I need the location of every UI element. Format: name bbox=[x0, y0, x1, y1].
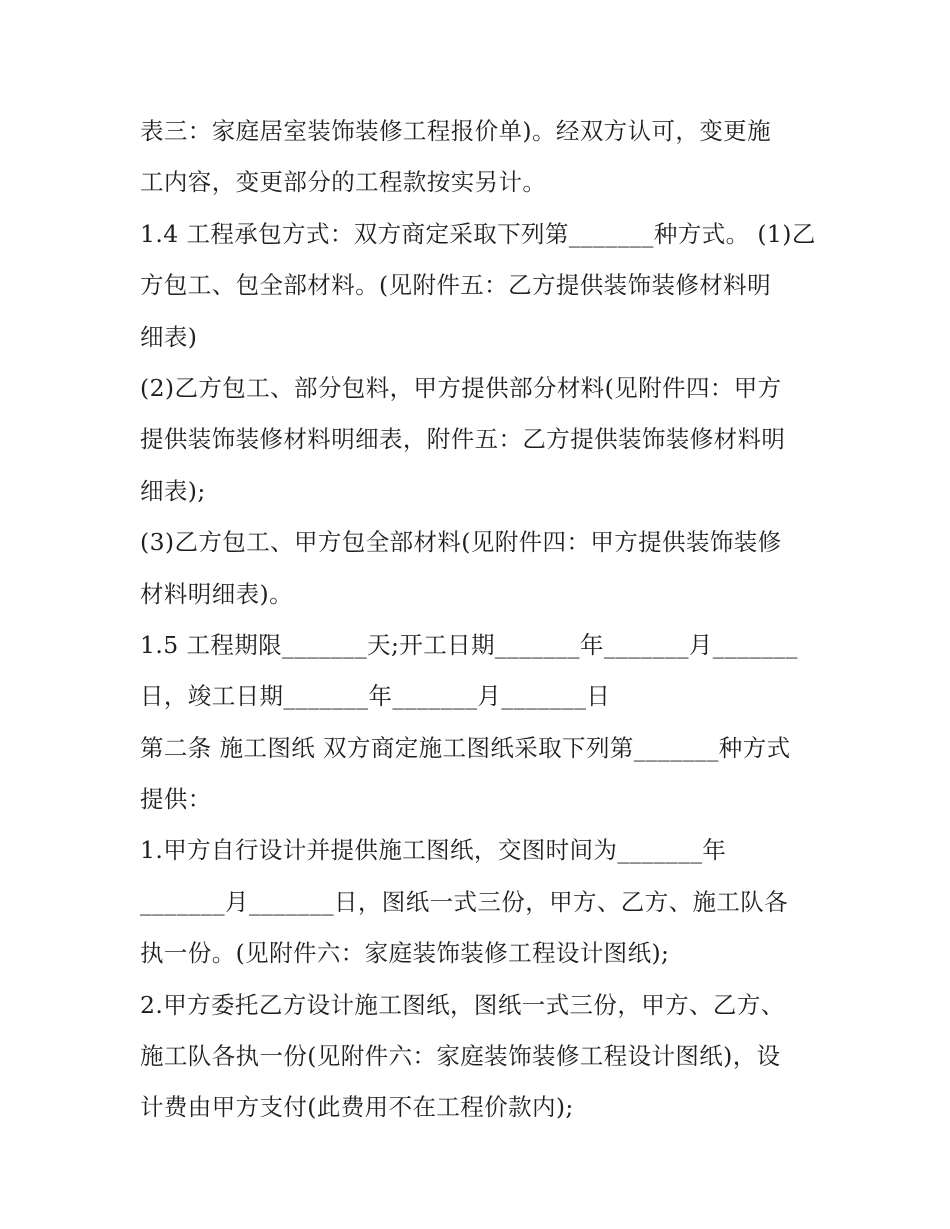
text-line: 2.甲方委托乙方设计施工图纸，图纸一式三份，甲方、乙方、 bbox=[140, 990, 785, 1019]
text-line: 细表); bbox=[140, 476, 206, 505]
text-line: (2)乙方包工、部分包料，甲方提供部分材料(见附件四：甲方 bbox=[140, 373, 782, 402]
text-line: 提供： bbox=[140, 785, 212, 814]
text-line: 方包工、包全部材料。(见附件五：乙方提供装饰装修材料明 bbox=[140, 271, 771, 300]
text-line: 材料明细表)。 bbox=[140, 579, 293, 608]
contract-body-text bbox=[140, 106, 830, 1134]
text-line: (3)乙方包工、甲方包全部材料(见附件四：甲方提供装饰装修 bbox=[140, 528, 782, 557]
text-line: 日，竣工日期_______年_______月_______日 bbox=[140, 682, 611, 711]
text-line: 1.甲方自行设计并提供施工图纸，交图时间为_______年 bbox=[140, 836, 727, 865]
text-line: 执一份。(见附件六：家庭装饰装修工程设计图纸); bbox=[140, 939, 670, 968]
text-line: 1.4 工程承包方式：双方商定采取下列第_______种方式。 (1)乙 bbox=[140, 219, 816, 248]
text-line: 细表) bbox=[140, 322, 198, 351]
text-line: 第二条 施工图纸 双方商定施工图纸采取下列第_______种方式 bbox=[140, 733, 791, 762]
text-line: _______月_______日，图纸一式三份，甲方、乙方、施工队各 bbox=[140, 887, 789, 916]
text-line: 计费由甲方支付(此费用不在工程价款内); bbox=[140, 1093, 574, 1122]
text-line: 施工队各执一份(见附件六：家庭装饰装修工程设计图纸)，设 bbox=[140, 1042, 781, 1071]
text-line: 工内容，变更部分的工程款按实另计。 bbox=[140, 168, 547, 197]
text-line: 1.5 工程期限_______天;开工日期_______年_______月_______ bbox=[140, 630, 798, 659]
text-line: 提供装饰装修材料明细表，附件五：乙方提供装饰装修材料明 bbox=[140, 425, 786, 454]
text-line: 表三：家庭居室装饰装修工程报价单)。经双方认可，变更施 bbox=[140, 117, 771, 145]
